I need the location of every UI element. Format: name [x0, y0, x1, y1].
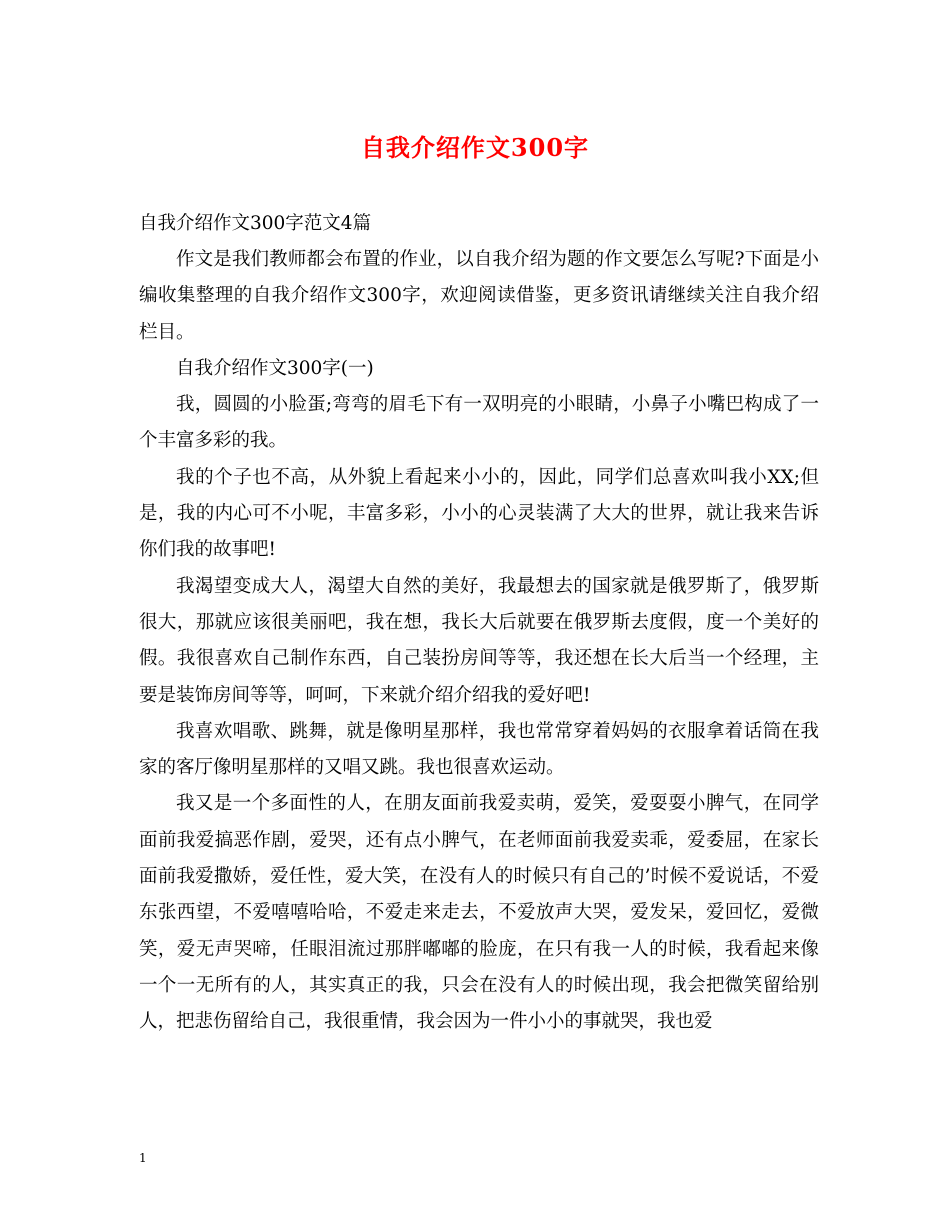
paragraph: 作文是我们教师都会布置的作业，以自我介绍为题的作文要怎么写呢?下面是小编收集整理的自我介绍作文300字，欢迎阅读借鉴，更多资讯请继续关注自我介绍栏目。	[139, 249, 819, 343]
paragraph: 我喜欢唱歌、跳舞，就是像明星那样，我也常常穿着妈妈的衣服拿着话筒在我家的客厅像明星那样的又唱又跳。我也很喜欢运动。	[139, 720, 819, 779]
document-body	[139, 242, 819, 1041]
document-title: 自我介绍作文300字	[360, 133, 590, 162]
paragraph: 我又是一个多面性的人，在朋友面前我爱卖萌，爱笑，爱耍耍小脾气，在同学面前我爱搞恶作剧，爱哭，还有点小脾气，在老师面前我爱卖乖，爱委屈，在家长面前我爱撒娇，爱任性，爱大笑，在没有人的时候只有自己的’时候不爱说话，不爱东张西望，不爱嘻嘻哈哈，不爱走来走去，不爱放声大哭，爱发呆，爱回忆，爱微笑，爱无声哭啼，任眼泪流过那胖嘟嘟的脸庞，在只有我一人的时候，我看起来像一个一无所有的人，其实真正的我，只会在没有人的时候出现，我会把微笑留给别人，把悲伤留给自己，我很重情，我会因为一件小小的事就哭，我也爱	[139, 793, 819, 1033]
paragraph: 我的个子也不高，从外貌上看起来小小的，因此，同学们总喜欢叫我小XX;但是，我的内心可不小呢，丰富多彩，小小的心灵装满了大大的世界，就让我来告诉你们我的故事吧!	[139, 466, 819, 561]
paragraph: 我渴望变成大人，渴望大自然的美好，我最想去的国家就是俄罗斯了，俄罗斯很大，那就应该很美丽吧，我在想，我长大后就要在俄罗斯去度假，度一个美好的假。我很喜欢自己制作东西，自己装扮房间等等，我还想在长大后当一个经理，主要是装饰房间等等，呵呵，下来就介绍介绍我的爱好吧!	[139, 575, 819, 706]
page-number: 1	[139, 1151, 147, 1165]
document-subtitle: 自我介绍作文300字范文4篇	[139, 213, 372, 234]
paragraph: 我，圆圆的小脸蛋;弯弯的眉毛下有一双明亮的小眼睛，小鼻子小嘴巴构成了一个丰富多彩的我。	[139, 394, 819, 452]
section-heading: 自我介绍作文300字(一)	[176, 357, 374, 379]
